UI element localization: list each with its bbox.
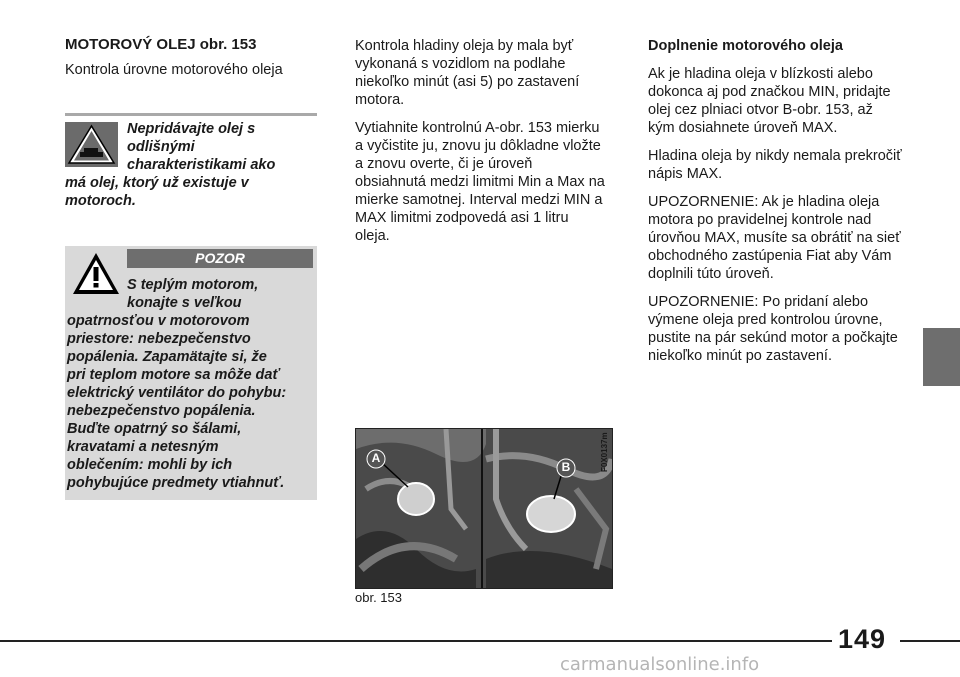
label-a: A xyxy=(371,451,381,465)
paragraph: Vytiahnite kontrolnú A-obr. 153 mierku a vyčistite ju, znovu ju dôkladne vložte a znovu overte, či je úroveň obsiahnutá medzi limitmi Min a Max na mierke samotnej. Interval medzi MIN a MAX limitmi zodpovedá asi 1 litru oleja. xyxy=(355,120,605,244)
figure-caption: obr. 153 xyxy=(355,590,402,605)
label-b: B xyxy=(561,460,571,474)
paragraph: UPOZORNENIE: Ak je hladina oleja motora po pravidelnej kontrole nad úrovňou MAX, musíte sa obrátiť na sieť obchodného zastúpenia Fiat aby Vám doplnili túto úroveň. xyxy=(648,194,901,282)
footer-rule xyxy=(0,640,832,642)
footer-rule xyxy=(900,640,960,642)
page-number: 149 xyxy=(838,624,887,654)
engine-figure xyxy=(355,428,613,589)
oil-warning-note: Nepridávajte olej s odlišnými charakteristikami ako má olej, ktorý už existuje v motoroch. xyxy=(65,121,276,209)
paragraph: Kontrola hladiny oleja by mala byť vykonaná s vozidlom na podlahe niekoľko minút (asi 5) po zastavení motora. xyxy=(355,38,580,108)
figure-code: F0X0137m xyxy=(600,432,609,472)
section-heading: Doplnenie motorového oleja xyxy=(648,38,843,54)
paragraph: Ak je hladina oleja v blízkosti alebo dokonca aj pod značkou MIN, pridajte olej cez plniaci otvor B-obr. 153, až kým dosiahnete úroveň MAX. xyxy=(648,66,891,136)
section-subtitle: Kontrola úrovne motorového oleja xyxy=(65,62,283,78)
pozor-warning-box xyxy=(65,246,317,500)
divider xyxy=(65,113,317,116)
right-column xyxy=(648,37,903,375)
middle-column xyxy=(355,37,605,255)
pozor-text: S teplým motorom, konajte s veľkou opatrnosťou v motorovom priestore: nebezpečenstvo popálenia. Zapamätajte si, že pri teplom motore sa môže dať elektrický ventilátor do pohybu: nebezpečenstvo popálenia. Buďte opatrný so šálami, kravatami a netesným oblečením: mohli by ich pohybujúce predmety vtiahnuť. xyxy=(67,277,287,491)
watermark: carmanualsonline.info xyxy=(560,654,760,675)
chapter-tab xyxy=(923,328,960,386)
pozor-label: POZOR xyxy=(127,249,313,268)
section-title: MOTOROVÝ OLEJ obr. 153 xyxy=(65,36,257,53)
paragraph: UPOZORNENIE: Po pridaní alebo výmene oleja pred kontrolou úrovne, pustite na pár sekúnd motor a počkajte niekoľko minút po zastavení. xyxy=(648,294,898,364)
paragraph: Hladina oleja by nikdy nemala prekročiť nápis MAX. xyxy=(648,148,902,182)
